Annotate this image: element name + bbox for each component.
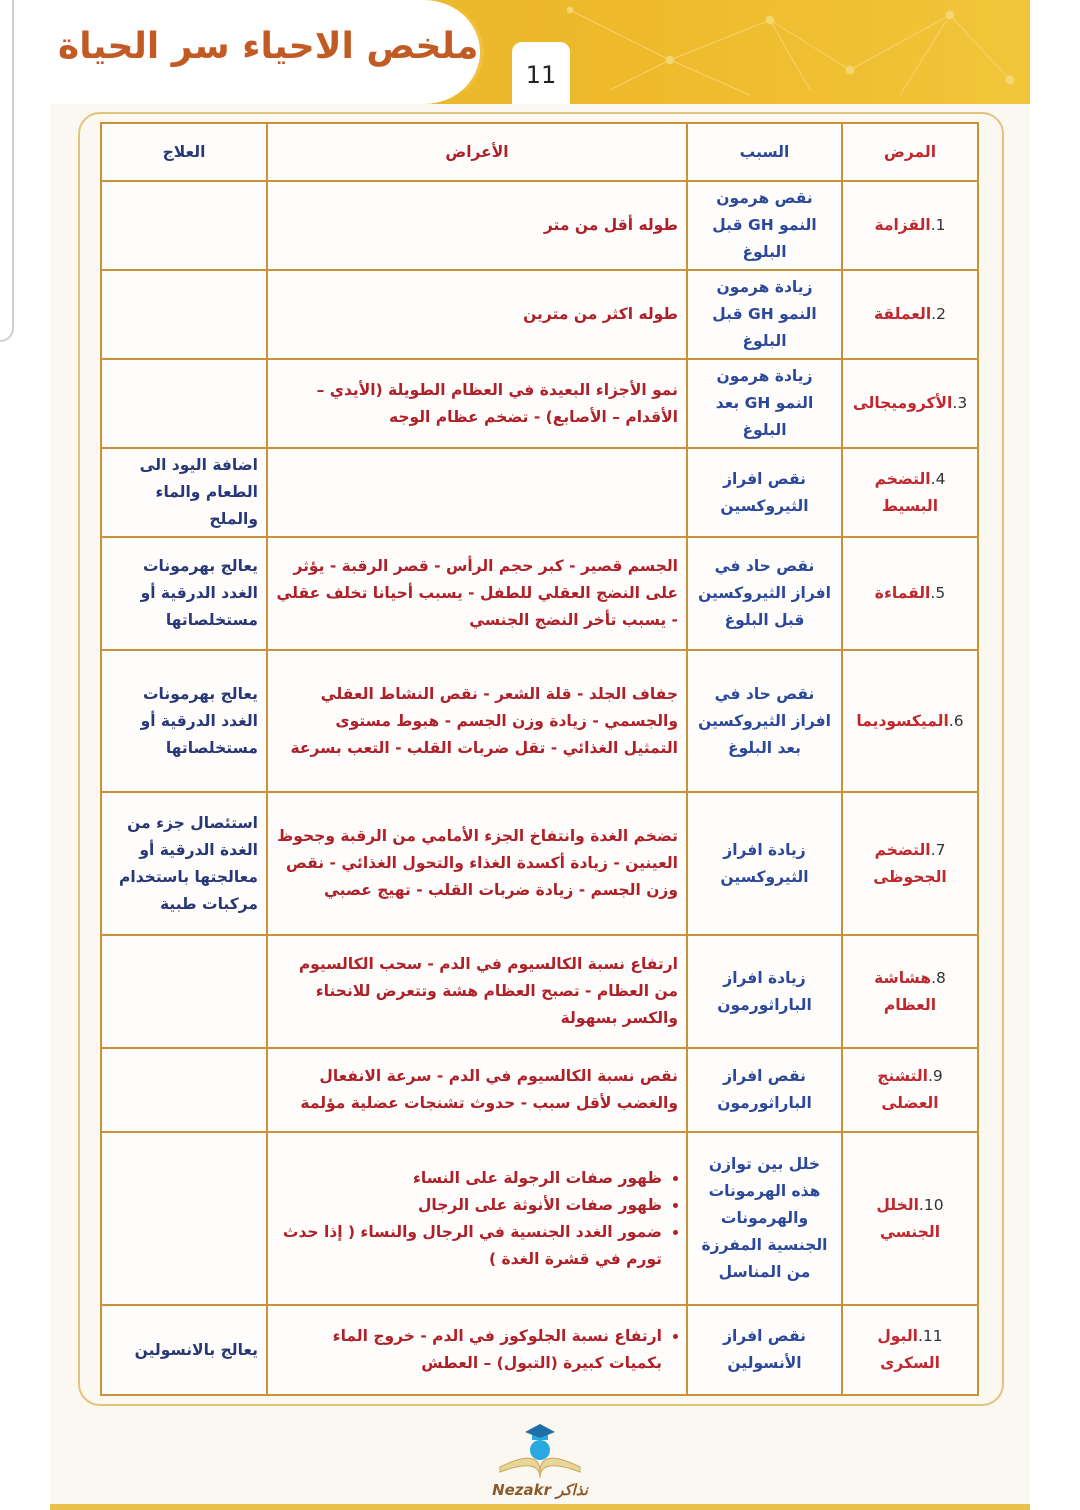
table-row (101, 537, 978, 650)
header-disease: المرض (842, 123, 978, 181)
page-number: 11 (512, 42, 570, 104)
symptoms-cell (267, 270, 687, 359)
header-cause: السبب (687, 123, 842, 181)
disease-cell (842, 650, 978, 792)
treatment-cell: يعالج بهرمونات الغدد الدرقية أو مستخلصاتها (101, 650, 267, 792)
disease-name: الأكروميجالى (852, 394, 953, 412)
symptoms-text: طوله اكثر من مترين (523, 305, 678, 323)
book-graduate-icon (470, 1412, 610, 1480)
bottom-border (50, 1504, 1030, 1510)
table-row (101, 650, 978, 792)
cause-cell: خلل بين توازن هذه الهرمونات والهرمونات الجنسية المفرزة من المناسل (687, 1132, 842, 1305)
cause-cell: نقص افراز الباراثورمون (687, 1048, 842, 1132)
symptoms-text: الجسم قصير - كبر حجم الرأس - قصر الرقبة - يؤثر على النضج العقلي للطفل - يسبب أحيانا تخلف عقلي - يسبب تأخر النضج الجنسي (276, 557, 678, 629)
table-row (101, 935, 978, 1048)
treatment-cell (101, 1132, 267, 1305)
row-number: 11. (917, 1327, 943, 1345)
cause-cell: نقص افراز الأنسولين (687, 1305, 842, 1395)
table-header-row (101, 123, 978, 181)
symptoms-cell (267, 448, 687, 537)
title-box (50, 0, 484, 104)
disease-name: الميكسوديما (856, 711, 949, 730)
symptoms-text: نمو الأجزاء البعيدة في العظام الطويلة (الأيدي – الأقدام – الأصابع) - تضخم عظام الوجه (316, 380, 678, 426)
table-frame (78, 112, 1004, 1406)
disease-name: القزامة (874, 216, 931, 234)
row-number: 9. (927, 1067, 943, 1085)
symptom-item: • ظهور صفات الأنوثة على الرجال (276, 1192, 662, 1219)
row-number: 7. (930, 840, 946, 859)
disease-cell (842, 1132, 978, 1305)
disease-cell (842, 359, 978, 448)
cause-cell: نقص هرمون النمو GH قبل البلوغ (687, 181, 842, 270)
disease-cell (842, 270, 978, 359)
treatment-cell: يعالج بهرمونات الغدد الدرقية أو مستخلصاتها (101, 537, 267, 650)
cause-cell: زيادة هرمون النمو GH بعد البلوغ (687, 359, 842, 448)
table-row (101, 792, 978, 935)
row-number: 8. (931, 968, 946, 987)
header-treatment: العلاج (101, 123, 267, 181)
disease-name: التضخم الجحوظى (873, 840, 947, 886)
symptoms-cell (267, 792, 687, 935)
symptoms-cell (267, 650, 687, 792)
table-row (101, 1132, 978, 1305)
header-symptoms: الأعراض (267, 123, 687, 181)
symptoms-cell (267, 1048, 687, 1132)
disease-name: القماءة (874, 584, 931, 602)
page-title: ملخص الاحياء سر الحياة (58, 26, 479, 67)
document-page (50, 0, 1030, 1510)
cause-cell: نقص افراز الثيروكسين (687, 448, 842, 537)
symptoms-cell (267, 1132, 687, 1305)
disease-name: هشاشة العظام (874, 968, 937, 1014)
cause-cell: زيادة هرمون النمو GH قبل البلوغ (687, 270, 842, 359)
symptom-item: • ضمور الغدد الجنسية في الرجال والنساء ( إذا حدث تورم في قشرة الغدة ) (276, 1219, 662, 1273)
symptoms-text: نقص نسبة الكالسيوم في الدم - سرعة الانفعال والغضب لأقل سبب - حدوث تشنجات عضلية مؤلمة (300, 1067, 678, 1112)
table-row (101, 181, 978, 270)
disease-cell (842, 448, 978, 537)
treatment-cell (101, 935, 267, 1048)
table-row (101, 448, 978, 537)
disease-name: البول السكرى (877, 1327, 940, 1372)
symptoms-cell (267, 181, 687, 270)
table-row (101, 270, 978, 359)
symptoms-list (276, 1165, 678, 1273)
table-row (101, 1048, 978, 1132)
symptoms-text: جفاف الجلد - قلة الشعر - نقص النشاط العقلي والجسمي - زيادة وزن الجسم - هبوط مستوى التمثيل الغذائي - تقل ضربات القلب - التعب بسرعة (290, 684, 678, 757)
symptom-item: • ظهور صفات الرجولة على النساء (276, 1165, 662, 1192)
disease-name: التشنج العضلى (877, 1067, 939, 1112)
row-number: 5. (930, 584, 946, 602)
table-row (101, 359, 978, 448)
symptoms-text: طوله أقل من متر (543, 216, 678, 234)
row-number: 3. (952, 394, 968, 412)
treatment-cell (101, 359, 267, 448)
disease-cell (842, 792, 978, 935)
treatment-cell (101, 270, 267, 359)
table-row (101, 1305, 978, 1395)
disease-name: التضخم البسيط (874, 469, 939, 515)
treatment-cell: يعالج بالانسولين (101, 1305, 267, 1395)
row-number: 2. (931, 305, 946, 323)
row-number: 1. (930, 216, 946, 234)
treatment-cell (101, 181, 267, 270)
page-edge-curve (0, 0, 14, 342)
symptoms-cell (267, 359, 687, 448)
watermark-text: Nezakr نذاكر (492, 1481, 588, 1499)
symptom-item: • ارتفاع نسبة الجلوكوز في الدم - خروج الماء بكميات كبيرة (التبول) – العطش (276, 1323, 662, 1377)
symptoms-cell (267, 1305, 687, 1395)
disease-cell (842, 1305, 978, 1395)
symptoms-text: تضخم الغدة وانتفاخ الجزء الأمامي من الرقبة وجحوظ العينين - زيادة أكسدة الغذاء والتحول الغذائي - نقص وزن الجسم - زيادة ضربات القلب - تهيج عصبي (277, 827, 678, 899)
cause-cell: نقص حاد في افراز الثيروكسين بعد البلوغ (687, 650, 842, 792)
disease-name: العملقة (874, 305, 932, 323)
disease-cell (842, 181, 978, 270)
treatment-cell (101, 1048, 267, 1132)
disease-cell (842, 1048, 978, 1132)
row-number: 10. (918, 1195, 944, 1214)
disease-cell (842, 935, 978, 1048)
symptoms-text: ارتفاع نسبة الكالسيوم في الدم - سحب الكالسيوم من العظام - تصبح العظام هشة وتتعرض للانحناء والكسر بسهولة (298, 955, 678, 1027)
cause-cell: زيادة افراز الباراثورمون (687, 935, 842, 1048)
disease-cell (842, 537, 978, 650)
header-banner (50, 0, 1030, 104)
treatment-cell: استئصال جزء من الغدة الدرقية أو معالجتها باستخدام مركبات طبية (101, 792, 267, 935)
symptoms-cell (267, 935, 687, 1048)
treatment-cell: اضافة اليود الى الطعام والماء والملح (101, 448, 267, 537)
cause-cell: نقص حاد في افراز الثيروكسين قبل البلوغ (687, 537, 842, 650)
cause-cell: زيادة افراز الثيروكسين (687, 792, 842, 935)
watermark-logo (470, 1412, 610, 1504)
symptoms-cell (267, 537, 687, 650)
symptoms-list (276, 1323, 678, 1377)
row-number: 6. (948, 711, 964, 730)
disease-table (100, 122, 979, 1396)
disease-name: الخلل الجنسي (876, 1195, 941, 1241)
row-number: 4. (930, 469, 946, 488)
